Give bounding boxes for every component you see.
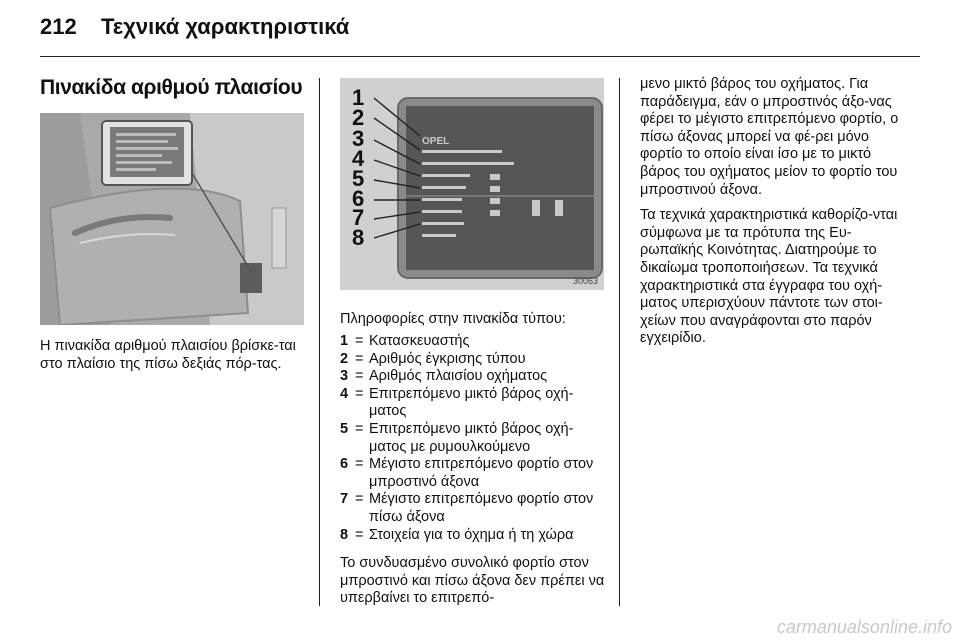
legend-row: [340, 421, 606, 456]
legend-row: [340, 351, 606, 369]
callout-1: 1: [352, 85, 365, 110]
legend-text: Αριθμός έγκρισης τύπου: [369, 350, 526, 367]
legend-equals: =: [355, 420, 364, 437]
legend-number: 3: [340, 368, 349, 385]
type-plate-photo: [340, 78, 604, 290]
callout-3: 3: [352, 126, 365, 151]
legend-row: [340, 491, 606, 526]
legend-number: 7: [340, 491, 349, 508]
figure-id: 30063: [572, 276, 598, 286]
legend-equals: =: [355, 526, 364, 543]
chapter-title: Τεχνικά χαρακτηριστικά: [101, 14, 350, 39]
door-frame-photo: [40, 113, 304, 325]
plate-legend: [340, 333, 606, 544]
legend-number: 8: [340, 526, 349, 543]
location-text: Η πινακίδα αριθμού πλαισίου βρίσκε-ται στο πλαίσιο της πίσω δεξιάς πόρ-τας.: [40, 338, 296, 372]
axle-load-text: Το συνδυασμένο συνολικό φορτίο στον μπροστινό και πίσω άξονα δεν πρέπει να υπερβαίνει το επιτρεπό-: [340, 555, 605, 607]
legend-row: [340, 333, 606, 351]
callout-6: 6: [352, 186, 365, 211]
legend-text: Στοιχεία για το όχημα ή τη χώρα: [369, 526, 574, 543]
legend-equals: =: [355, 350, 364, 367]
legend-text: Μέγιστο επιτρεπόμενο φορτίο στον πίσω άξονα: [369, 491, 594, 525]
paragraph: μενο μικτό βάρος του οχήματος. Για παράδειγμα, εάν ο μπροστινός άξο-νας φέρει το μέγιστο επιτρεπόμενο φορτίο, ο πίσω άξονας μπορεί να φέ-ρει μόνο φορτίο το οποίο είναι ίσο με το μικτό βάρος του οχήματος μείον το φορτίο του μπροστινού άξονα.: [640, 76, 899, 198]
legend-text: Κατασκευαστής: [369, 333, 470, 349]
legend-number: 4: [340, 385, 349, 402]
legend-equals: =: [355, 491, 364, 508]
plate-intro-text: Πληροφορίες στην πινακίδα τύπου:: [340, 311, 566, 327]
column-divider-left: [319, 78, 320, 606]
paragraph: Τα τεχνικά χαρακτηριστικά καθορίζο-νται σύμφωνα με τα πρότυπα της Ευ-ρωπαϊκής Κοινότητας. Διατηρούμε το δικαίωμα τροποποιήσεων. Τα τεχνικά χαρακτηριστικά στα έγγραφα του οχή-ματος υπερισχύουν πάντοτε των στοι-χείων που αναγράφονται στο παρόν εγχειρίδιο.: [640, 207, 898, 347]
legend-text: Επιτρεπόμενο μικτό βάρος οχή-ματος με ρυμουλκούμενο: [369, 420, 574, 455]
callout-4: 4: [352, 146, 365, 171]
legend-equals: =: [355, 385, 364, 402]
legend-number: 2: [340, 350, 349, 367]
callout-7: 7: [352, 205, 365, 230]
callout-8: 8: [352, 225, 365, 250]
legend-number: 6: [340, 456, 349, 473]
legend-text: Αριθμός πλαισίου οχήματος: [369, 368, 548, 385]
header-rule: [40, 56, 920, 57]
legend-row: [340, 456, 606, 491]
section-title: Πινακίδα αριθμού πλαισίου: [40, 76, 303, 99]
legend-text: Επιτρεπόμενο μικτό βάρος οχή-ματος: [369, 385, 574, 420]
column-divider-right: [619, 78, 620, 606]
right-column-text: [640, 76, 904, 356]
callout-5: 5: [352, 166, 365, 191]
legend-text: Μέγιστο επιτρεπόμενο φορτίο στον μπροστινό άξονα: [369, 456, 594, 490]
plate-brand-text: OPEL: [422, 136, 450, 147]
legend-number: 1: [340, 333, 349, 349]
page-number: 212: [40, 14, 77, 39]
legend-row: [340, 527, 606, 545]
legend-row: [340, 386, 606, 421]
legend-equals: =: [355, 456, 364, 473]
legend-equals: =: [355, 368, 364, 385]
callout-2: 2: [352, 105, 365, 130]
watermark: carmanualsonline.info: [776, 617, 952, 637]
legend-equals: =: [355, 333, 364, 349]
legend-number: 5: [340, 420, 349, 437]
legend-row: [340, 368, 606, 386]
